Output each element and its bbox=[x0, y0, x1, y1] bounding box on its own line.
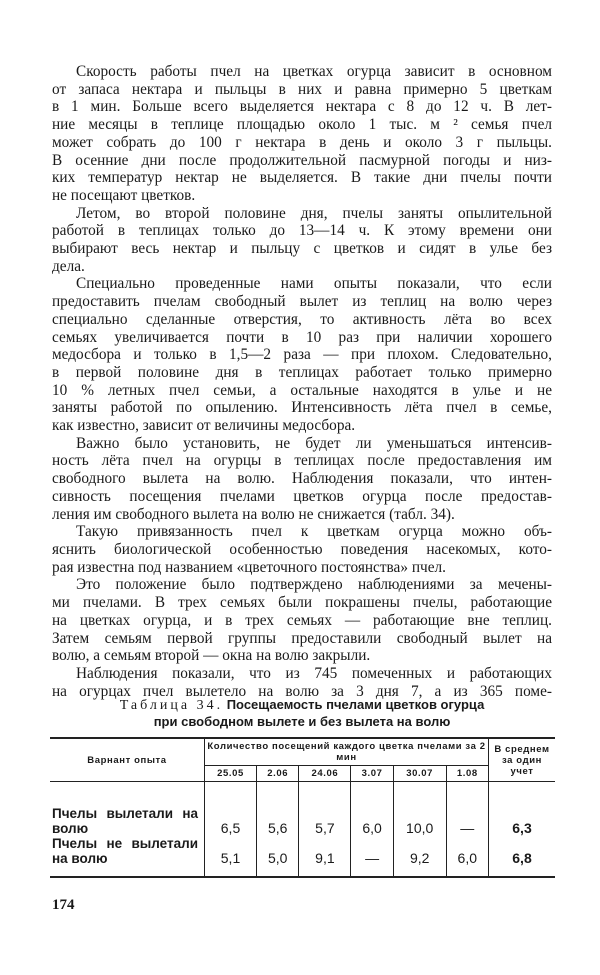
text-line: Скорость работы пчел на цветках огурца зависит в основном bbox=[76, 63, 552, 80]
table-title-line1: Посещаемость пчелами цветков огурца bbox=[226, 697, 485, 712]
cell-value: 6,0 bbox=[446, 836, 488, 877]
cell-value: 5,7 bbox=[299, 782, 351, 837]
text-line: В осенние дни после продолжительной пасмурной погоды и низ- bbox=[52, 151, 552, 169]
cell-value: 6,5 bbox=[205, 782, 257, 837]
text-line: рая известна под названием «цветочного постоянства» пчел. bbox=[52, 558, 446, 576]
text-line: на цветках огурца, и в трех семьях — работающие вне теплиц. bbox=[52, 611, 552, 629]
header-average: В среднем за один учет bbox=[489, 738, 556, 782]
page-number: 174 bbox=[52, 897, 75, 913]
header-variant: Варнант опыта bbox=[50, 738, 205, 782]
table-caption bbox=[52, 697, 552, 730]
text-line: ность лёта пчел на огурцы в теплицах после предоставления им bbox=[52, 452, 552, 470]
header-date: 25.05 bbox=[205, 766, 257, 782]
header-date: 30.07 bbox=[393, 766, 446, 782]
text-line: от запаса нектара и пыльцы в них и равна примерно 5 цветкам bbox=[52, 80, 552, 98]
text-line: предоставить пчелам свободный вылет из теплиц на волю через bbox=[52, 293, 552, 311]
table-title-line2: при свободном вылете и без вылета на волю bbox=[153, 714, 451, 729]
text-line: ления им свободного вылета на волю не снижается (табл. 34). bbox=[52, 505, 455, 523]
text-line: не посещают цветков. bbox=[52, 186, 196, 204]
text-line: Летом, во второй половине дня, пчелы заняты опылительной bbox=[76, 204, 552, 222]
row-label: Пчелы не вылетали на волю bbox=[50, 836, 205, 877]
text-line: ких температур нектар не выделяется. В такие дни пчелы почти bbox=[52, 169, 552, 187]
body-text bbox=[52, 63, 552, 700]
text-line: в первой половине дня в теплицах работает только примерно bbox=[52, 363, 552, 381]
table-label: Таблица 34. bbox=[119, 698, 224, 713]
text-line: Наблюдения показали, что из 745 помеченных и работающих bbox=[76, 664, 552, 682]
text-line: волю, а семьям второй — окна на волю закрыли. bbox=[52, 647, 371, 665]
cell-value: 6,0 bbox=[351, 782, 393, 837]
text-line: ние месяцы в теплице площадью около 1 тыс. м ² семья пчел bbox=[52, 116, 552, 134]
text-line: в 1 мин. Больше всего выделяется нектара с 8 до 12 ч. В лет- bbox=[52, 98, 552, 116]
header-date: 2.06 bbox=[257, 766, 299, 782]
text-line: Такую привязанность пчел к цветкам огурца можно объ- bbox=[76, 523, 552, 541]
text-line: медосбора и только в 1,5—2 раза — при плохом. Следовательно, bbox=[52, 346, 552, 364]
text-line: Специально проведенные нами опыты показали, что если bbox=[76, 275, 552, 293]
cell-value: 5,6 bbox=[257, 782, 299, 837]
text-line: 10 % летных пчел семьи, а остальные находятся в улье и не bbox=[52, 381, 552, 399]
cell-value: — bbox=[446, 782, 488, 837]
text-line: на огурцах пчел вылетело на волю за 3 дня 7, а из 365 поме- bbox=[52, 682, 552, 700]
cell-value: — bbox=[351, 836, 393, 877]
cell-value: 9,1 bbox=[299, 836, 351, 877]
text-line: семьях увеличивается почти в 10 раз при наличии хорошего bbox=[52, 328, 552, 346]
text-line: ми пчелами. В трех семьях были покрашены пчелы, работающие bbox=[52, 594, 552, 612]
text-line: Это положение было подтверждено наблюдениями за мечены- bbox=[76, 576, 552, 594]
cell-value: 10,0 bbox=[393, 782, 446, 837]
text-line: как известно, зависит от величины медосбора. bbox=[52, 417, 356, 435]
text-line: выбирают весь нектар и пыльцу с цветков и сидят в улье без bbox=[52, 240, 552, 258]
data-table bbox=[50, 737, 555, 878]
cell-average: 6,3 bbox=[489, 782, 556, 837]
text-line: Важно было установить, не будет ли уменьшаться интенсив- bbox=[76, 434, 552, 452]
text-line: дела. bbox=[52, 257, 85, 275]
text-line: свободного вылета на волю. Наблюдения показали, что интен- bbox=[52, 470, 552, 488]
table-row bbox=[50, 782, 555, 837]
header-date: 1.08 bbox=[446, 766, 488, 782]
row-label: Пчелы вылетали на волю bbox=[50, 782, 205, 837]
cell-value: 5,0 bbox=[257, 836, 299, 877]
text-line: сивность посещения пчелами цветков огурца после предостав- bbox=[52, 487, 552, 505]
text-line: может собрать до 100 г нектара в день и около 3 г пыльцы. bbox=[52, 133, 552, 151]
text-line: яснить биологической особенностью поведения насекомых, кото- bbox=[52, 540, 552, 558]
cell-value: 5,1 bbox=[205, 836, 257, 877]
header-visits: Количество посещений каждого цветка пчелами за 2 мин bbox=[205, 738, 489, 766]
header-date: 24.06 bbox=[299, 766, 351, 782]
table-row bbox=[50, 836, 555, 877]
text-line: работой в теплицах только до 13—14 ч. К этому времени они bbox=[52, 222, 552, 240]
text-line: Затем семьям первой группы предоставили свободный вылет на bbox=[52, 629, 552, 647]
text-line: заняты работой по опылению. Интенсивность лёта пчел в семье, bbox=[52, 399, 552, 417]
text-line: специально сделанные отверстия, то активность лёта во всех bbox=[52, 310, 552, 328]
cell-average: 6,8 bbox=[489, 836, 556, 877]
cell-value: 9,2 bbox=[393, 836, 446, 877]
header-date: 3.07 bbox=[351, 766, 393, 782]
